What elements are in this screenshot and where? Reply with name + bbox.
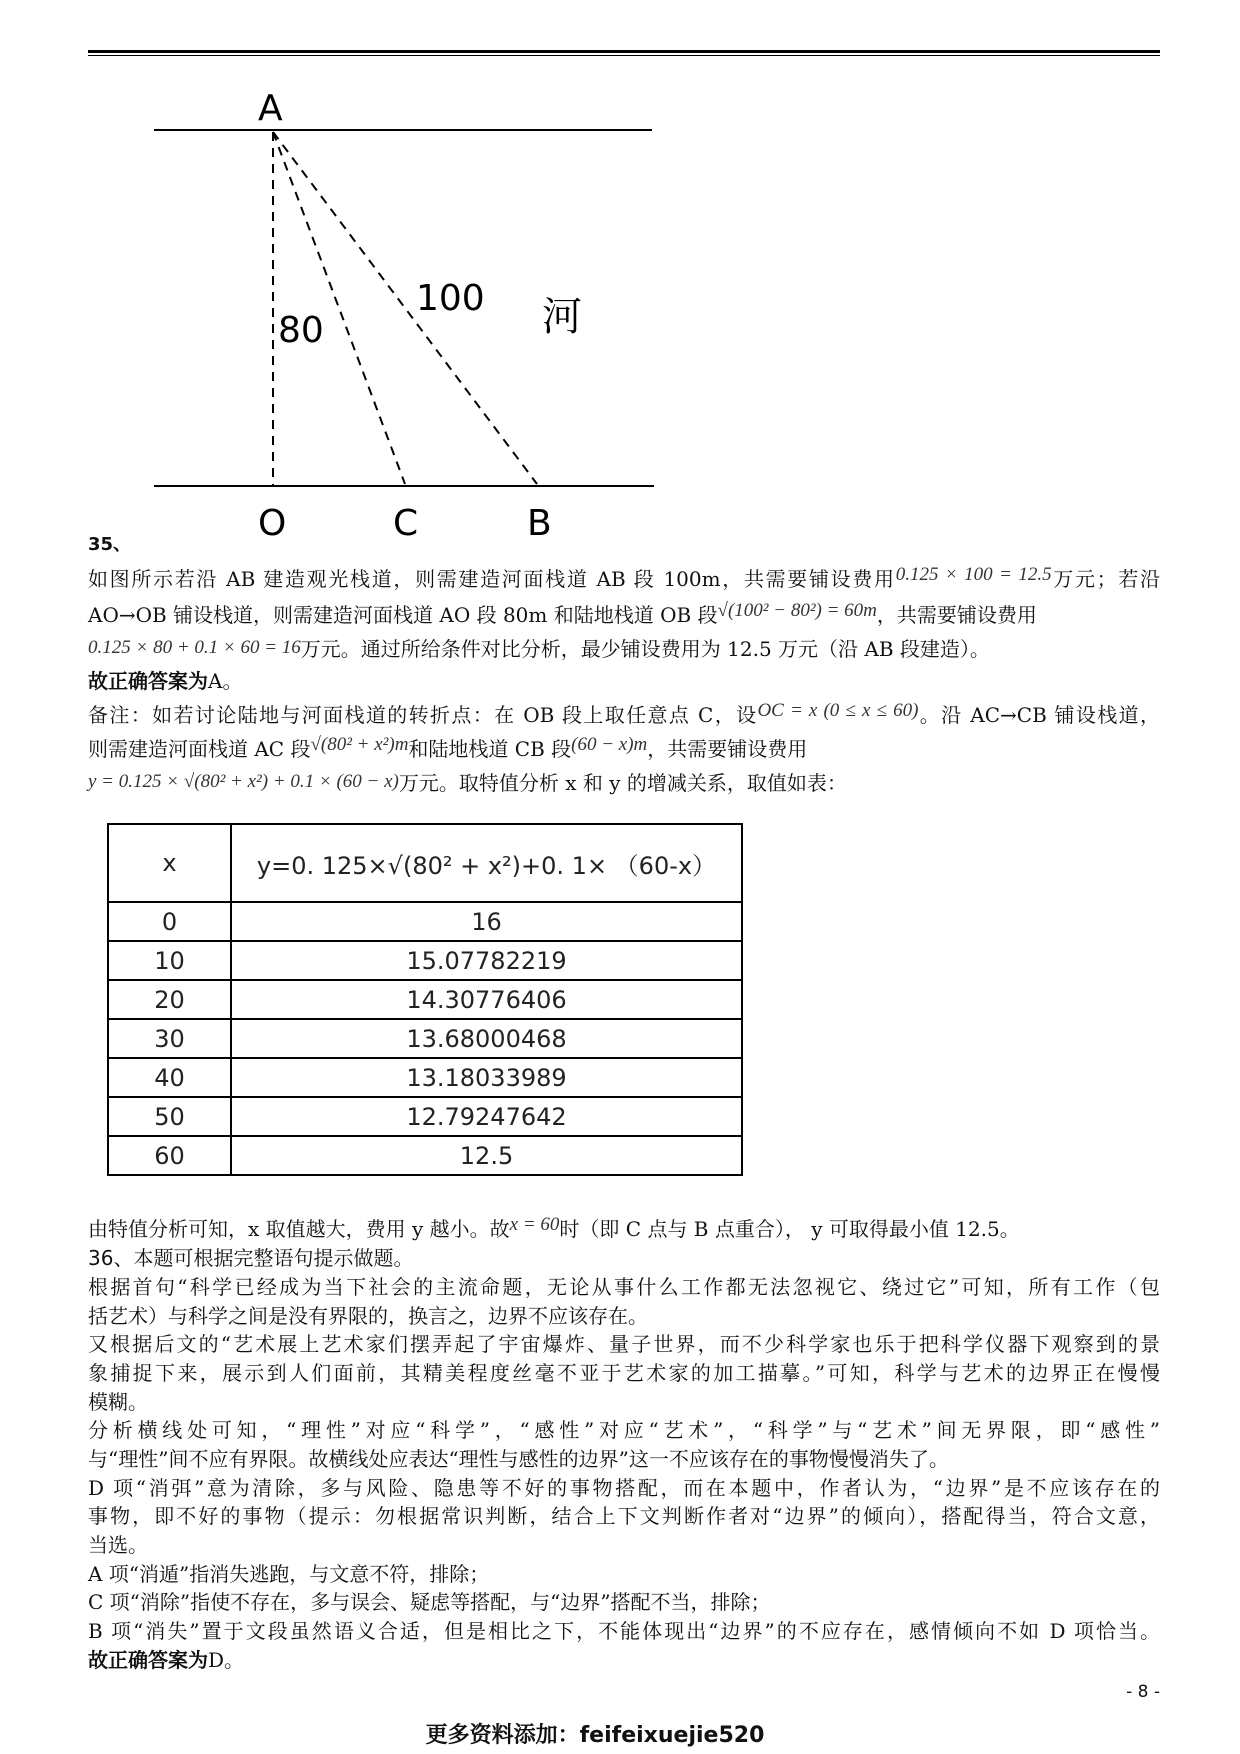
formula: 0.125 × 100 = 12.5	[895, 564, 1052, 585]
q35-line-3	[88, 636, 1160, 664]
formula: OC = x (0 ≤ x ≤ 60)	[757, 700, 919, 721]
table-row	[108, 1097, 742, 1136]
q36-answer	[88, 1647, 1160, 1673]
label-O: O	[258, 503, 287, 544]
text: 万元。取特值分析 x 和 y 的增减关系，取值如表：	[398, 771, 847, 795]
label-100: 100	[416, 278, 485, 319]
cell-y: 15.07782219	[231, 941, 742, 980]
text: 。沿 AC→CB 铺设栈道，	[918, 703, 1161, 727]
label-80: 80	[278, 310, 324, 351]
cell-y: 13.68000468	[231, 1019, 742, 1058]
table-row	[108, 1019, 742, 1058]
answer-label: 故正确答案为	[88, 669, 208, 693]
label-C: C	[393, 503, 419, 544]
q36-line: B 项“消失”置于文段虽然语义合适，但是相比之下，不能体现出“边界”的不应存在，感情倾向不如 D 项恰当。	[88, 1619, 1160, 1643]
answer-value: D。	[208, 1648, 245, 1672]
header-x: x	[108, 824, 231, 902]
table-header	[108, 824, 742, 902]
text: 如图所示若沿 AB 建造观光栈道，则需建造河面栈道 AB 段 100m，共需要铺设费用	[88, 567, 896, 591]
text: 万元。通过所给条件对比分析，最少铺设费用为 12.5 万元（沿 AB 段建造）。	[300, 637, 990, 661]
q35-note-3	[88, 770, 1160, 798]
q36-line: 根据首句“科学已经成为当下社会的主流命题，无论从事什么工作都无法忽视它、绕过它”可知，所有工作（包	[88, 1275, 1160, 1299]
q35-line-1	[88, 566, 1160, 594]
q35-line-2	[88, 602, 1160, 630]
q35-number: 35、	[88, 534, 132, 555]
segment-AB	[273, 132, 537, 484]
text: 备注：如若讨论陆地与河面栈道的转折点：在 OB 段上取任意点 C，设	[88, 703, 758, 727]
q36-line: 括艺术）与科学之间是没有界限的，换言之，边界不应该存在。	[88, 1304, 648, 1328]
formula: √(80² + x²)m	[310, 734, 409, 755]
q36-line: 事物，即不好的事物（提示：勿根据常识判断，结合上下文判断作者对“边界”的倾向），搭配得当，符合文意，	[88, 1504, 1160, 1528]
table-row	[108, 1136, 742, 1175]
cell-x: 20	[108, 980, 231, 1019]
q35-answer	[88, 668, 1160, 694]
q36-line: 模糊。	[88, 1390, 148, 1414]
formula: √(100² − 80²) = 60m	[717, 600, 877, 621]
cell-x: 30	[108, 1019, 231, 1058]
river-diagram	[0, 0, 1240, 560]
footer-note: 更多资料添加：feifeixuejie520	[425, 1723, 765, 1748]
label-river: 河	[542, 294, 582, 340]
header-y: y=0. 125×√(80² + x²)+0. 1× （60-x）	[231, 824, 742, 902]
q36-line: 当选。	[88, 1533, 148, 1557]
answer-value: A。	[208, 669, 243, 693]
value-table	[107, 823, 743, 1176]
text: ，共需要铺设费用	[876, 603, 1037, 627]
segment-AC	[273, 132, 405, 484]
cell-x: 40	[108, 1058, 231, 1097]
formula: 0.125 × 80 + 0.1 × 60 = 16	[88, 637, 301, 658]
formula: (60 − x)m	[571, 734, 648, 755]
text: 则需建造河面栈道 AC 段	[88, 737, 311, 761]
q35-conclusion	[88, 1216, 1160, 1244]
label-A: A	[258, 88, 283, 129]
formula: y = 0.125 × √(80² + x²) + 0.1 × (60 − x)	[88, 771, 399, 792]
table-row	[108, 902, 742, 941]
text: ，共需要铺设费用	[647, 737, 808, 761]
cell-y: 12.5	[231, 1136, 742, 1175]
formula: x = 60	[509, 1214, 560, 1235]
cell-y: 12.79247642	[231, 1097, 742, 1136]
q36-line: 象捕捉下来，展示到人们面前，其精美程度丝毫不亚于艺术家的加工描摹。”可知，科学与艺术的边界正在慢慢	[88, 1361, 1160, 1385]
q36-line: 又根据后文的“艺术展上艺术家们摆弄起了宇宙爆炸、量子世界，而不少科学家也乐于把科学仪器下观察到的景	[88, 1332, 1160, 1356]
page-number: - 8 -	[1126, 1682, 1160, 1702]
q35-note-2	[88, 736, 1160, 764]
q36-line: 与“理性”间不应有界限。故横线处应表达“理性与感性的边界”这一不应该存在的事物慢慢消失了。	[88, 1447, 949, 1471]
q36-line: C 项“消除”指使不存在，多与误会、疑虑等搭配，与“边界”搭配不当，排除；	[88, 1590, 771, 1614]
cell-x: 10	[108, 941, 231, 980]
text: 时（即 C 点与 B 点重合）， y 可取得最小值 12.5。	[559, 1217, 1020, 1241]
cell-x: 0	[108, 902, 231, 941]
cell-y: 16	[231, 902, 742, 941]
q36-line: D 项“消弭”意为清除，多与风险、隐患等不好的事物搭配，而在本题中，作者认为，“边界”是不应该存在的	[88, 1476, 1160, 1500]
table-row	[108, 941, 742, 980]
label-B: B	[527, 503, 552, 544]
q36-line: A 项“消遁”指消失逃跑，与文意不符，排除；	[88, 1562, 490, 1586]
cell-x: 50	[108, 1097, 231, 1136]
text: AO→OB 铺设栈道，则需建造河面栈道 AO 段 80m 和陆地栈道 OB 段	[88, 603, 718, 627]
table-row	[108, 980, 742, 1019]
q36-line: 分析横线处可知，“理性”对应“科学”，“感性”对应“艺术”，“科学”与“艺术”间无界限，即“感性”	[88, 1418, 1160, 1442]
q35-note-1	[88, 702, 1160, 730]
answer-label: 故正确答案为	[88, 1648, 208, 1672]
text: 万元；若沿	[1051, 567, 1160, 591]
cell-y: 13.18033989	[231, 1058, 742, 1097]
cell-x: 60	[108, 1136, 231, 1175]
table-row	[108, 1058, 742, 1097]
cell-y: 14.30776406	[231, 980, 742, 1019]
text: 由特值分析可知，x 取值越大，费用 y 越小。故	[88, 1217, 510, 1241]
q36-title: 36、本题可根据完整语句提示做题。	[88, 1246, 414, 1270]
text: 和陆地栈道 CB 段	[408, 737, 572, 761]
